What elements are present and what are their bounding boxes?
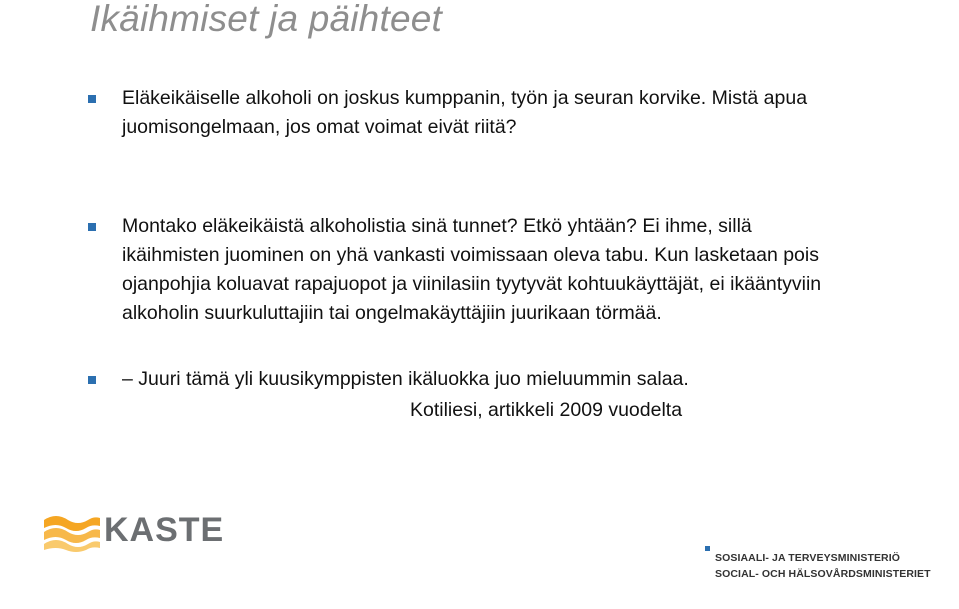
bullet-text: Eläkeikäiselle alkoholi on joskus kumppanin, työn ja seuran korvike. Mistä apua juomisongelmaan, jos omat voimat eivät riitä?	[122, 87, 808, 138]
ministry-logo	[705, 546, 945, 586]
slide-title: Ikäihmiset ja päihteet	[90, 0, 442, 39]
ministry-name-finnish: SOSIAALI- JA TERVEYSMINISTERIÖ	[715, 552, 901, 564]
kaste-wordmark: KASTE	[104, 511, 225, 549]
ministry-mark-icon	[705, 546, 710, 551]
kaste-logo	[42, 510, 225, 558]
ministry-name-swedish: SOCIAL- OCH HÄLSOVÅRDSMINISTERIET	[715, 568, 931, 580]
bullet-marker	[88, 95, 96, 103]
bullet-text: Montako eläkeikäistä alkoholistia sinä tunnet? Etkö yhtään? Ei ihme, sillä ikäihmisten juominen on yhä vankasti voimissaan oleva tabu. Kun lasketaan pois ojanpohjia koluavat rapajuopot ja viinilasiin tyytyvät kohtuukäyttäjät, ei ikääntyviin alkoholin suurkuluttajiin tai ongelmakäyttäjiin juurikaan törmää.	[122, 215, 822, 324]
bullet-marker	[88, 376, 96, 384]
bullet-marker	[88, 223, 96, 231]
bullet-text: – Juuri tämä yli kuusikymppisten ikäluokka juo mieluummin salaa.	[122, 368, 689, 390]
source-citation: Kotiliesi, artikkeli 2009 vuodelta	[410, 399, 683, 421]
kaste-logo-icon	[42, 510, 102, 554]
